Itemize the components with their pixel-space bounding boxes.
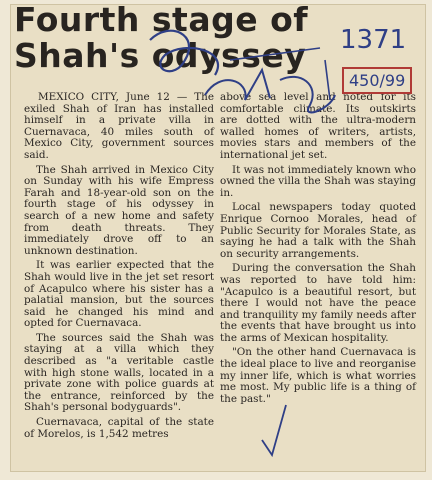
paragraph: "On the other hand Cuernavaca is the ideal place to live and reorganise my inner life, which is what worries me most. My public life is a thing of the past." [220, 346, 416, 405]
paragraph: The sources said the Shah was staying at a villa which they described as "a veritable castle with high stone walls, located in a private zone with police guards at the entrance, reinforced by the Shah's personal bodyguards". [24, 331, 214, 414]
paragraph: Cuernavaca, capital of the state of Morelos, is 1,542 metres [24, 416, 214, 440]
headline-line-1: Fourth stage of [14, 0, 309, 39]
paragraph: Local newspapers today quoted Enrique Cornoo Morales, head of Public Security for Morales State, as saying he had a talk with the Shah on security arrangements. [220, 201, 416, 260]
paragraph: During the conversation the Shah was reported to have told him: "Acapulco is a beautiful resort, but there I would not have the peace and tranquility my family needs after the events that have brought us into the arms of Mexican hospitality. [220, 262, 416, 344]
headline-line-2: Shah's odyssey [14, 36, 307, 75]
paragraph: It was not immediately known who owned the villa the Shah was staying in. [220, 163, 416, 199]
paragraph: MEXICO CITY, June 12 — The exiled Shah of Iran has installed himself in a private villa in Cuernavaca, 40 miles south of Mexico City, government sources said. [24, 91, 214, 161]
file-reference-stamp: 450/99 [342, 67, 412, 94]
clipping-number: 1371 [340, 25, 407, 55]
paragraph: above sea level and noted for its comfortable climate. Its outskirts are dotted with the ultra-modern walled homes of writers, artists, movies stars and members of the international jet set. [220, 91, 416, 161]
paragraph: The Shah arrived in Mexico City on Sunday with his wife Empress Farah and 18-year-old son on the fourth stage of his odyssey in search of a new home and safety from death threats. They immediately drove off to an unknown destination. [24, 163, 214, 257]
paragraph: It was earlier expected that the Shah would live in the jet set resort of Acapulco where his sister has a palatial mansion, but the sources said he changed his mind and opted for Cuernavaca. [24, 259, 214, 330]
